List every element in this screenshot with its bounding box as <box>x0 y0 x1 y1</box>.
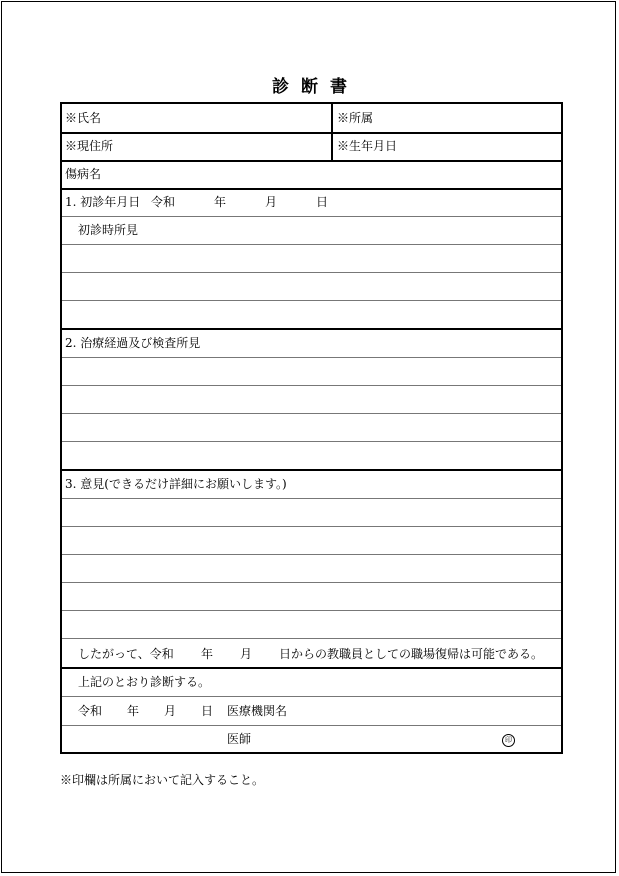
section-divider <box>62 667 561 669</box>
section-divider <box>62 469 561 471</box>
row-line <box>62 696 561 697</box>
conclusion-suffix: 日からの教職員としての職場復帰は可能である。 <box>279 647 544 661</box>
writing-line <box>62 413 561 414</box>
opinion-label: 3. 意見(できるだけ詳細にお願いします。) <box>65 477 287 491</box>
address-label: ※現住所 <box>65 139 114 153</box>
era-label: 令和 <box>151 195 176 209</box>
birthdate-label: ※生年月日 <box>337 139 398 153</box>
row-divider <box>62 188 561 190</box>
document-title: 診断書 <box>272 77 359 97</box>
treatment-progress-label: 2. 治療経過及び検査所見 <box>65 336 201 350</box>
row-divider <box>62 160 561 162</box>
diagnosis-form <box>60 102 563 754</box>
day-label: 日 <box>316 195 329 209</box>
writing-line <box>62 554 561 555</box>
doctor-label: 医師 <box>227 732 252 746</box>
month-label: 月 <box>265 195 278 209</box>
signature-day: 日 <box>201 704 214 718</box>
writing-line <box>62 300 561 301</box>
affiliation-label: ※所属 <box>337 111 374 125</box>
signature-year: 年 <box>127 704 140 718</box>
row-divider <box>62 132 561 134</box>
name-label: ※氏名 <box>65 111 102 125</box>
row-line <box>62 725 561 726</box>
section-divider <box>62 328 561 330</box>
row-line <box>62 216 561 217</box>
first-visit-date-label: 1. 初診年月日 <box>65 195 141 209</box>
writing-line <box>62 272 561 273</box>
conclusion-month: 月 <box>240 647 253 661</box>
writing-line <box>62 498 561 499</box>
writing-line <box>62 526 561 527</box>
writing-line <box>62 582 561 583</box>
diagnosis-statement: 上記のとおり診断する。 <box>78 675 211 689</box>
year-label: 年 <box>214 195 227 209</box>
writing-line <box>62 244 561 245</box>
footnote: ※印欄は所属において記入すること。 <box>60 773 265 787</box>
writing-line <box>62 610 561 611</box>
signature-era: 令和 <box>78 704 103 718</box>
first-visit-findings-label: 初診時所見 <box>78 223 139 237</box>
writing-line <box>62 385 561 386</box>
institution-label: 医療機関名 <box>227 704 288 718</box>
writing-line <box>62 357 561 358</box>
conclusion-year: 年 <box>201 647 214 661</box>
writing-line <box>62 638 561 639</box>
seal-mark: 印 <box>502 734 515 747</box>
signature-month: 月 <box>164 704 177 718</box>
conclusion-prefix: したがって、令和 <box>78 647 174 661</box>
disease-name-label: 傷病名 <box>65 167 102 181</box>
writing-line <box>62 441 561 442</box>
